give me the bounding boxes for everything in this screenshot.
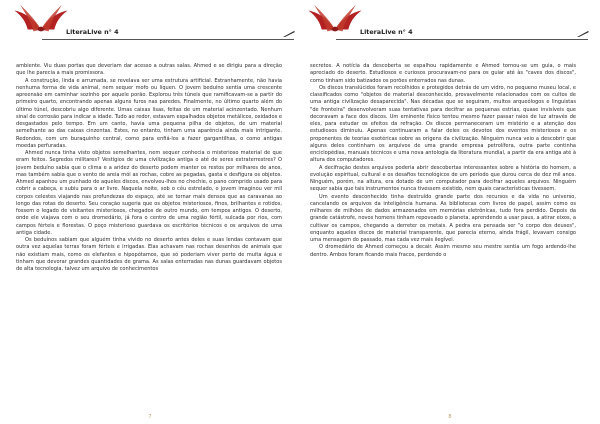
page-number: 7: [148, 414, 152, 420]
header-rule: [42, 39, 294, 40]
paragraph: Os beduínos sabiam que alguém tinha vivido no deserto antes deles e suas lendas contavam que outra vez aquelas terras foram férteis e irrigadas. Elas achavam nas rochas desenhos de animais que não existiam mais, como os elefantes e hipopótamos, que só poderiam viver perto de muita água e tinham que devorar grandes quantidades de grama. As salas enterradas nas dunas guardavam objetos de alta tecnologia, talvez um arquivo de conhecimentos: [16, 237, 282, 272]
paragraph: Os discos translúcidos foram recolhidos e protegidos detrás de um vidro, no pequeno museu local, e classificados como "objetos de material desconhecido, provavelmente relacionados com os cultos de uma antiga civilização desaparecida". Nas décadas que se seguiram, muitos arqueólogos e linguistas "de fronteira" desenvolveram suas tentativas para decifrar as pequenas estrias, quase invisíveis que decoravam a face dos discos. Um eminente físico tentou mesmo fazer passar raios de luz através de eles, para estudar os efeitos da refração. Os discos permaneceram um mistério e a atenção dos estudiosos diminuiu. Apenas continuaram a falar deles os devotos dos eventos misteriosos e os proponentes de teorias esotéricas sobre as origens da civilização. Ninguém nunca veio a descobrir que alguns deles continham os arquivos de uma grande empresa petrolífera, outra parte continha enciclopédias, manuais técnicos e uma nova antologia da literatura mundial, a partir da era antiga até à altura dos computadores.: [310, 84, 576, 164]
paragraph: O dromedário de Ahmed começou a decair. Assim mesmo seu mestre sentia um fogo ardendo-lhe dentro. Ambos foram ficando mais fracos, perdendo o: [310, 244, 576, 258]
paragraph: A construção, linda e arrumada, se revelava ser uma estrutura artificial. Estranhamente, não havia nenhuma forma de vida animal, nem sequer mofo ou líquen. O jovem beduíno sentia uma crescente apreensão em caminhar sozinho por aquele porão. Explorou três túneis que ramificavam-se a partir do primeiro quarto, encontrando apenas alguns furos nas paredes. Finalmente, no último quarto além do último túnel, descobriu algo diferente. Umas caixas lisas, feitas de um material acinzentado. Nenhum sinal de corrosão para indicar a idade. Tudo ao redor, estavam espalhados objetos metálicos, oxidados e desgastados pelo tempo. Em um canto, havia uma pequena pilha de objetos, de um material semelhante ao das caixas cinzentas. Estes, no entanto, tinham uma aparência ainda mais intrigante. Redondos, com um buraquinho central, como para enfiá-los a fazer gargantilhas, o como antigas moedas perfuradas.: [16, 77, 282, 149]
quill-pen-icon: [282, 30, 296, 38]
paragraph: Ahmed nunca tinha visto objetos semelhantes, nem sequer conhecia o misterioso material de que eram feitos. Segredos militares? Vestígios de uma civilização antiga o até de seres extraterrestres? O jovem beduíno sabia que o clima e a aridez do deserto podem manter os restos por milhares de anos, mas também sabia que o vento de areia mói as rochas, cobre as pegadas, gasta e desfigura os objetos. Ahmed apanhou um punhado de aqueles discos, envolveu-lhos no chechie, o pano comprido usado para cobrir a cabeça, e subiu para o ar livre. Naquela noite, sob o céu estrelado, o jovem imaginou ver mil corpos celestes viajando nas profundezas do espaço, até se tornar mais densos que as caravanas ao longo das rotas do deserto. Seu coração sugeria que os objetos misteriosos, finos, brilhantes e rotidos, fossem o legado de visitantes misteriosos, chegados de outro mundo, em tempos antigos. O deserto, onde ele viajava com o seu dromedário, já fora o centro de uma região fértil, sulcada por rios, com campos férteis e florestas. O poço misterioso guardava os escritórios técnicos e os arquivos de uma antiga cidade.: [16, 150, 282, 236]
winged-logo-icon: [306, 1, 364, 39]
paragraph: secretos. A notícia da descoberta se espalhou rapidamente e Ahmed tornou-se um guia, o mais apreciado do deserto. Estudiosos e curiosos procuravam-no para os guiar até às "caves dos discos", como tinham sido batizados os porões enterrados nas dunas.: [310, 63, 576, 84]
page-number: 8: [448, 414, 452, 420]
right-page: [306, 0, 590, 424]
winged-logo-icon: [12, 1, 70, 39]
paragraph: ambiente. Viu duas portas que deveriam dar acesso a outras salas. Ahmed e se dirigiu para a direção que lhe parecia a mais promissora.: [16, 63, 282, 77]
left-page: [12, 0, 296, 424]
issue-label: LiteraLive n° 4: [66, 28, 119, 36]
paragraph: Um evento desconhecido tinha destruído grande parte dos recursos e da vida no universo, cancelando os arquivos da inteligência humana. As bibliotecas com livros de papel, assim como os milhares de milhões de dados armazenados em memórias eletrônicas, tudo fora perdido. Depois da grande catástrofe, novos homens tinham repovoado o planeta, aprendendo a usar paus, a atirar eixos, a cultivar os campos, chegando a derreter os metais. A pedra era pensada ser "o corpo dos deuses", enquanto aqueles discos de material transparente, que parecia eterno, ainda frágil, levavam consigo uma mensagem do passado, mas cada vez mais ilegível.: [310, 193, 576, 243]
issue-label: LiteraLive n° 4: [360, 28, 413, 36]
paragraph: A decifração destes arquivos poderia abrir descobertas interessantes sobre a história do homem, a evolução espiritual, cultural e os desafios tecnológicos de um período que durou cerca de dez mil anos. Ninguém, porém, na altura, era dotado de um computador para decifrar aqueles arquivos. Ninguém sequer sabia que tais instrumentos nunca tivessem existido, nem quais características tivessem.: [310, 164, 576, 193]
quill-pen-icon: [576, 30, 590, 38]
right-page-text: [310, 63, 576, 259]
header-rule: [336, 39, 588, 40]
left-page-text: [16, 63, 282, 273]
